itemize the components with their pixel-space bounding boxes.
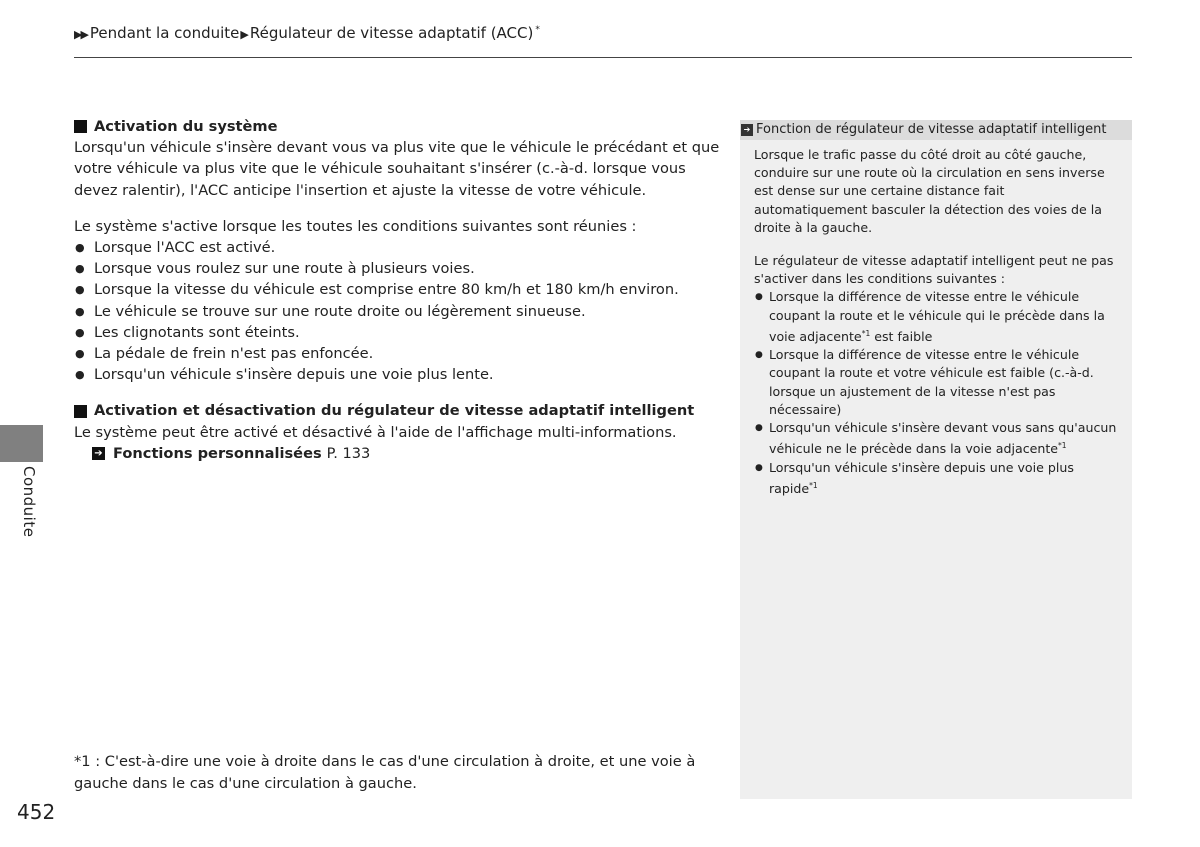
section1-heading-text: Activation du système bbox=[94, 118, 278, 135]
cross-reference[interactable] bbox=[74, 443, 724, 464]
double-triangle-icon: ▶▶ bbox=[74, 28, 87, 41]
square-bullet-icon bbox=[74, 120, 87, 133]
main-content bbox=[74, 116, 724, 464]
list-item: ● Lorsqu'un véhicule s'insère depuis une voie plus lente. bbox=[74, 364, 724, 385]
breadcrumb-subsection: Régulateur de vitesse adaptatif (ACC) bbox=[249, 24, 534, 42]
section1-intro: Lorsqu'un véhicule s'insère devant vous va plus vite que le véhicule le précédant et que votre véhicule va plus vite que le véhicule souhaitant s'insérer (c.-à-d. lorsque vous devez ralentir), l'ACC anticipe l'insertion et ajuste la vitesse de votre véhicule. bbox=[74, 139, 720, 199]
list-item: ● Lorsqu'un véhicule s'insère depuis une voie plus rapide$^{*1}$ bbox=[754, 459, 1120, 499]
cross-reference-arrow-icon: ➔ bbox=[92, 447, 105, 460]
breadcrumb-asterisk: * bbox=[535, 25, 540, 35]
header-rule bbox=[74, 57, 1132, 58]
section2-heading bbox=[74, 400, 724, 421]
sidebar-note-body bbox=[740, 140, 1132, 498]
sidebar-list bbox=[754, 288, 1120, 498]
triangle-icon: ▶ bbox=[240, 28, 249, 41]
section1-heading bbox=[74, 116, 724, 137]
sidebar-para1: Lorsque le trafic passe du côté droit au côté gauche, conduire sur une route où la circulation en sens inverse est dense sur une certaine distance fait automatiquement basculer la détection des voies de la droite à la gauche. bbox=[754, 147, 1105, 235]
list-item: ● Lorsque la vitesse du véhicule est comprise entre 80 km/h et 180 km/h environ. bbox=[74, 279, 724, 300]
sidebar-note-title-text: Fonction de régulateur de vitesse adaptatif intelligent bbox=[756, 122, 1107, 137]
side-tab-label: Conduite bbox=[20, 466, 38, 538]
list-item: ● Le véhicule se trouve sur une route droite ou légèrement sinueuse. bbox=[74, 301, 724, 322]
square-bullet-icon bbox=[74, 405, 87, 418]
list-item: ● Lorsque vous roulez sur une route à plusieurs voies. bbox=[74, 258, 724, 279]
xref-label[interactable]: Fonctions personnalisées bbox=[113, 444, 322, 462]
section2-heading-text: Activation et désactivation du régulateur de vitesse adaptatif intelligent bbox=[94, 402, 695, 420]
list-item: ● Les clignotants sont éteints. bbox=[74, 322, 724, 343]
list-item: ● Lorsque la différence de vitesse entre le véhicule coupant la route et votre véhicule est faible (c.-à-d. lorsque un ajustement de la vitesse n'est pas nécessaire) bbox=[754, 346, 1120, 419]
side-tab bbox=[0, 425, 43, 462]
breadcrumb-section: Pendant la conduite bbox=[89, 24, 240, 42]
sidebar-note bbox=[740, 120, 1132, 799]
xref-page[interactable]: P. 133 bbox=[326, 444, 371, 462]
sidebar-para2: Le régulateur de vitesse adaptatif intelligent peut ne pas s'activer dans les conditions suivantes : bbox=[754, 253, 1114, 287]
page-number: 452 bbox=[17, 800, 56, 824]
list-item: ● Lorsqu'un véhicule s'insère devant vous sans qu'aucun véhicule ne le précède dans la voie adjacente$^{*1}$ bbox=[754, 419, 1120, 459]
breadcrumb bbox=[74, 24, 540, 42]
list-item: ● Lorsque l'ACC est activé. bbox=[74, 237, 724, 258]
conditions-intro: Le système s'active lorsque les toutes les conditions suivantes sont réunies : bbox=[74, 217, 637, 235]
section2-text: Le système peut être activé et désactivé à l'aide de l'affichage multi-informations. bbox=[74, 423, 677, 441]
list-item: ● Lorsque la différence de vitesse entre le véhicule coupant la route et le véhicule qui le précède dans la voie adjacente$^{*1}$ est faible bbox=[754, 288, 1120, 346]
list-item: ● La pédale de frein n'est pas enfoncée. bbox=[74, 343, 724, 364]
note-arrow-icon: ➔ bbox=[741, 124, 753, 136]
conditions-list bbox=[74, 237, 724, 385]
sidebar-note-title bbox=[740, 120, 1132, 140]
footnote: *1 : C'est-à-dire une voie à droite dans le cas d'une circulation à droite, et une voie à gauche dans le cas d'une circulation à gauche. bbox=[74, 753, 696, 792]
